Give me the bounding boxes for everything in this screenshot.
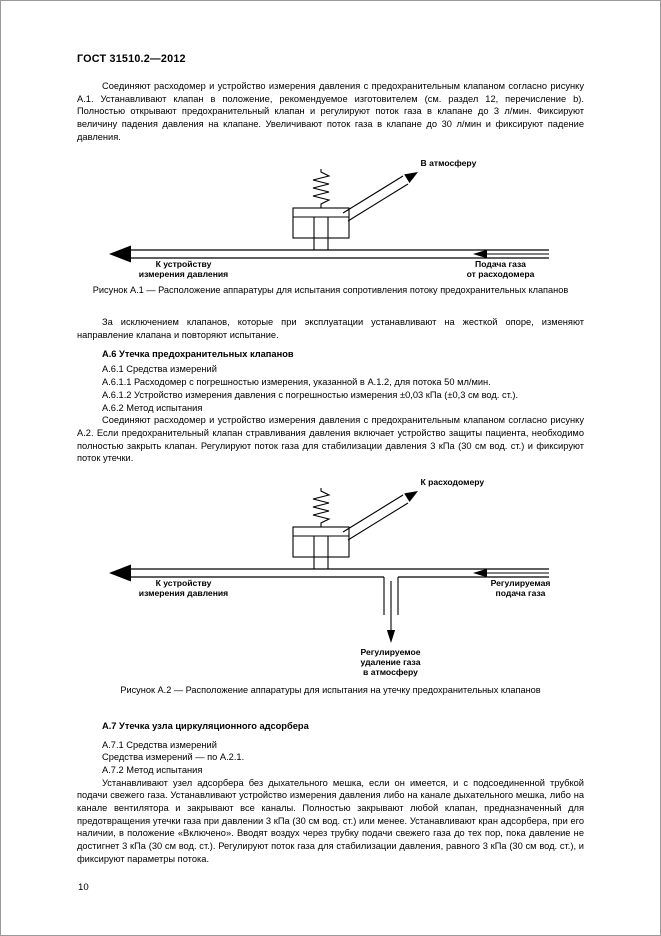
figure-a1-label-left-line1: К устройству xyxy=(155,258,212,269)
spring-icon xyxy=(313,488,329,527)
figure-a1-label-left-line2: измерения давления xyxy=(138,268,229,279)
figure-a1 xyxy=(81,156,581,280)
figure-a2-label-left-line1: К устройству xyxy=(155,578,212,589)
paragraph-exception: За исключением клапанов, которые при эксплуатации устанавливают на жесткой опоре, изменяют направление клапана и повторяют испытание. xyxy=(77,317,584,340)
outlet-pipe xyxy=(343,176,408,221)
up-right-arrow-icon xyxy=(404,491,418,502)
figure-a2-label-right-line2: подача газа xyxy=(495,588,546,599)
figure-a2-label-drain-line3: в атмосферу xyxy=(363,667,418,678)
down-arrow-icon xyxy=(386,630,394,643)
spring-icon xyxy=(313,169,329,208)
valve-body xyxy=(293,208,349,250)
heading-a6: А.6 Утечка предохранительных клапанов xyxy=(102,349,294,360)
figure-a1-label-left xyxy=(109,259,259,279)
figure-a1-label-right xyxy=(433,259,569,279)
paragraph-a6-1-2: А.6.1.2 Устройство измерения давления с погрешностью измерения ±0,03 кПа (±0,3 см вод. ст.). xyxy=(102,389,519,400)
paragraph-a7-method: Устанавливают узел адсорбера без дыхательного мешка, если он имеется, и с подсоединенной трубкой подачи свежего газа. Устанавливают устройство измерения давления либо на канале дыхательного мешка, либо на канале вентилятора и закрывают все каналы. Полностью закрывают любой клапан, предназначенный для предотвращения утечки газа при давлении 3 кПа (30 см вод. ст.) или менее. Устанавливают кран адсорбера, при его наличии, в положение «Включено». Вводят воздух через трубку подачи свежего газа до тех пор, пока давление не достигнет 3 кПа (30 см вод. ст.). Регулируют поток газа для стабилизации давления, равного 3 кПа (30 см вод. ст.), и фиксируют параметры потока. xyxy=(77,777,584,864)
figure-a1-label-atmosphere: В атмосферу xyxy=(420,157,477,168)
paragraph-a6-method: Соединяют расходомер и устройство измерения давления с предохранительным клапаном согласно рисунку А.2. Если предохранительный клапан стравливания давления включает устройство защиты пациента, необходимо полностью закрыть клапан. Регулируют поток газа для стабилизации давления 3 кПа (30 см вод. ст.) и фиксируют поток утечки. xyxy=(77,415,584,464)
heading-a7: А.7 Утечка узла циркуляционного адсорбера xyxy=(102,720,309,731)
figure-a2-caption: Рисунок А.2 — Расположение аппаратуры для испытания на утечку предохранительных клапанов xyxy=(120,685,541,696)
figure-a2-label-flowmeter: К расходомеру xyxy=(420,477,485,488)
paragraph-a6-1-1: А.6.1.1 Расходомер с погрешностью измерения, указанной в А.1.2, для потока 50 мл/мин. xyxy=(102,377,491,388)
paragraph-a6-2: А.6.2 Метод испытания xyxy=(102,402,203,413)
figure-a2-label-drain-line1: Регулируемое xyxy=(360,647,421,658)
doc-number: ГОСТ 31510.2—2012 xyxy=(77,53,186,65)
outlet-pipe xyxy=(343,495,408,540)
paragraph-a7-means: Средства измерений — по А.2.1. xyxy=(102,752,245,763)
valve-body xyxy=(293,527,349,569)
paragraph-a7-2: А.7.2 Метод испытания xyxy=(102,764,203,775)
figure-a2-label-left-line2: измерения давления xyxy=(138,588,229,599)
paragraph-intro: Соединяют расходомер и устройство измерения давления с предохранительным клапаном согласно рисунку А.1. Устанавливают клапан в положение, рекомендуемое изготовителем (см. раздел 12, перечисление b). Полностью открывают предохранительный клапан и регулируют поток газа в клапане до 3 л/мин. Фиксируют величину падения давления на клапане. Увеличивают поток газа в клапане до 30 л/мин и фиксируют падение давления. xyxy=(77,81,584,142)
figure-a2-label-left xyxy=(109,578,259,598)
up-right-arrow-icon xyxy=(404,172,418,183)
figure-a1-label-right-line1: Подача газа xyxy=(475,258,526,269)
paragraph-a7-1: А.7.1 Средства измерений xyxy=(102,739,217,750)
figure-a2-label-drain xyxy=(326,647,456,678)
flow-arrow-icon xyxy=(473,569,487,577)
figure-a2-label-right xyxy=(461,578,581,598)
spacer xyxy=(77,296,584,316)
document-page xyxy=(1,1,660,866)
figure-a1-caption: Рисунок А.1 — Расположение аппаратуры для испытания сопротивления потоку предохранительных клапанов xyxy=(92,284,569,295)
page-number: 10 xyxy=(78,882,89,893)
figure-a1-label-right-line2: от расходомера xyxy=(466,268,535,279)
figure-a2 xyxy=(81,475,581,680)
paragraph-a6-1: А.6.1 Средства измерений xyxy=(102,364,217,375)
figure-a2-label-drain-line2: удаление газа xyxy=(360,657,421,668)
flow-arrow-icon xyxy=(473,249,487,257)
figure-a2-label-right-line1: Регулируемая xyxy=(490,578,551,589)
drain-pipe xyxy=(384,577,398,632)
